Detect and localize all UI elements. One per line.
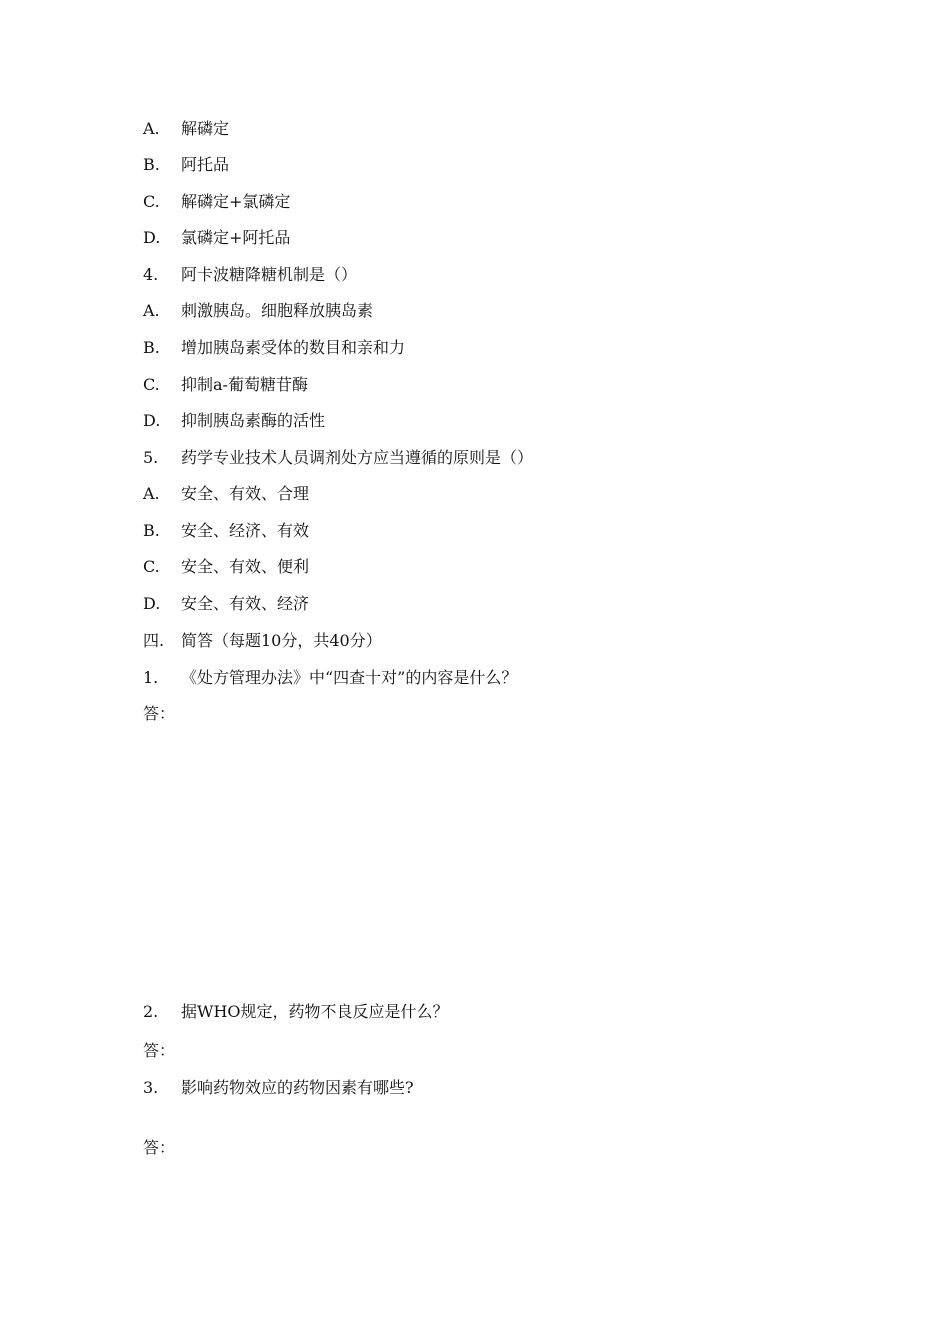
question-text: 药学专业技术人员调剂处方应当遵循的原则是（） (181, 448, 534, 467)
option-label: A. (143, 484, 160, 503)
question-text: 阿卡波糖降糖机制是（） (181, 265, 358, 284)
option-text: 解磷定+氯磷定 (181, 192, 291, 211)
option-line (143, 556, 309, 578)
answer-label (143, 703, 175, 725)
option-line (143, 300, 373, 322)
question-line (143, 264, 357, 286)
option-text: 刺激胰岛。细胞释放胰岛素 (181, 301, 374, 320)
option-label: B. (143, 155, 160, 174)
option-text: 氯磷定+阿托品 (181, 228, 291, 247)
question-number: 1. (143, 668, 159, 687)
option-label: D. (143, 228, 161, 247)
option-line (143, 118, 229, 140)
question-line (143, 447, 533, 469)
option-text: 增加胰岛素受体的数目和亲和力 (181, 338, 406, 357)
question-number: 3. (143, 1078, 159, 1097)
option-text: 抑制胰岛素酶的活性 (181, 411, 326, 430)
answer-text: 答： (143, 704, 176, 723)
option-line (143, 520, 309, 542)
option-text: 安全、有效、便利 (181, 557, 310, 576)
option-text: 安全、有效、经济 (181, 594, 310, 613)
option-line (143, 593, 309, 615)
section-heading (143, 630, 382, 652)
option-text: 安全、经济、有效 (181, 521, 310, 540)
option-text: 阿托品 (181, 155, 230, 174)
option-label: C. (143, 375, 160, 394)
option-line (143, 337, 405, 359)
option-label: C. (143, 557, 160, 576)
option-label: D. (143, 411, 161, 430)
question-number: 4. (143, 265, 159, 284)
question-line (143, 1077, 414, 1099)
question-text: 据WHO规定，药物不良反应是什么？ (181, 1002, 449, 1021)
option-text: 抑制a-葡萄糖苷酶 (181, 375, 308, 394)
question-line (143, 667, 517, 689)
answer-label (143, 1040, 175, 1062)
option-label: A. (143, 119, 160, 138)
question-text: 《处方管理办法》中“四查十对”的内容是什么？ (181, 668, 518, 687)
option-text: 解磷定 (181, 119, 230, 138)
option-label: D. (143, 594, 161, 613)
option-line (143, 374, 308, 396)
option-label: A. (143, 301, 160, 320)
answer-text: 答： (143, 1138, 176, 1157)
question-line (143, 1001, 449, 1023)
answer-text: 答： (143, 1041, 176, 1060)
section-number: 四. (143, 631, 165, 650)
option-text: 安全、有效、合理 (181, 484, 310, 503)
option-line (143, 191, 290, 213)
option-label: B. (143, 338, 160, 357)
option-label: C. (143, 192, 160, 211)
section-title: 简答（每题10分，共40分） (181, 631, 382, 650)
answer-label (143, 1137, 175, 1159)
question-number: 2. (143, 1002, 159, 1021)
option-line (143, 154, 229, 176)
question-text: 影响药物效应的药物因素有哪些? (181, 1078, 414, 1097)
option-line (143, 483, 309, 505)
option-label: B. (143, 521, 160, 540)
option-line (143, 410, 325, 432)
option-line (143, 227, 290, 249)
question-number: 5. (143, 448, 159, 467)
